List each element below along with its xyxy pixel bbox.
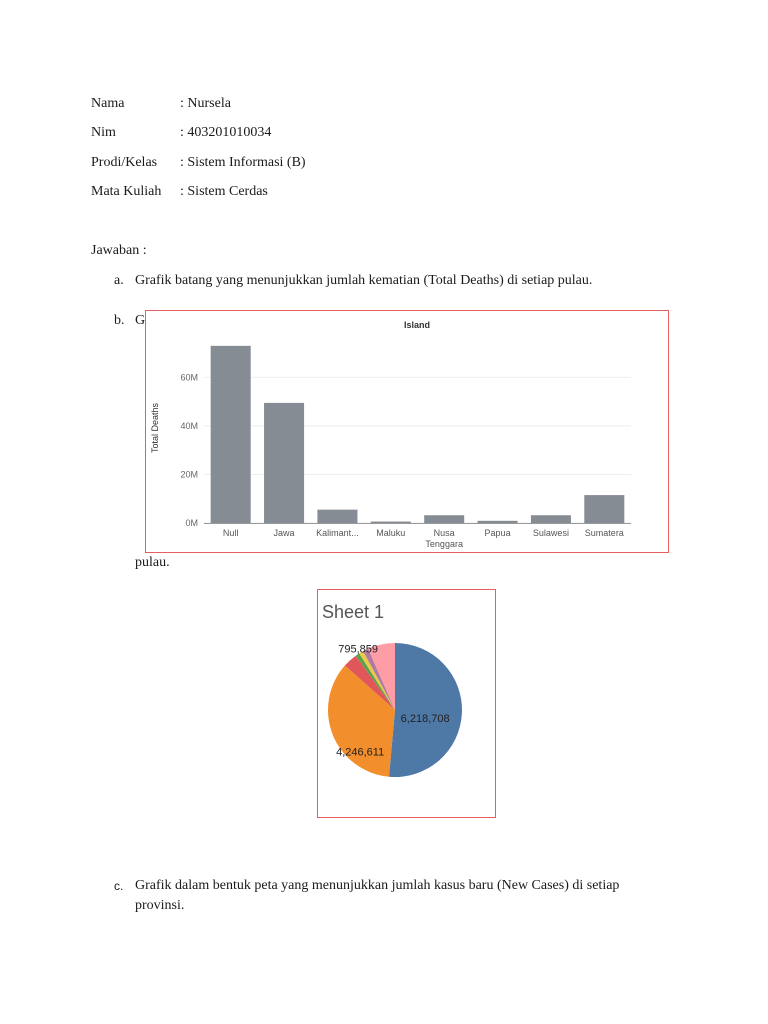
answer-a-text: Grafik batang yang menunjukkan jumlah kematian (Total Deaths) di setiap pulau. [135, 273, 593, 288]
bar-x-tick-label: Tenggara [425, 539, 463, 549]
bar-jawa [264, 403, 304, 523]
answer-c-marker: c. [114, 879, 124, 893]
field-label-matakuliah: Mata Kuliah [91, 184, 162, 199]
answer-a-marker: a. [114, 273, 124, 288]
bar-x-tick-label: Nusa [433, 528, 455, 538]
answer-c-line2: provinsi. [135, 898, 185, 913]
bar-x-tick-label: Sulawesi [532, 528, 569, 538]
bar-maluku [371, 522, 411, 523]
bar-papua [478, 521, 518, 523]
bar-x-tick-label: Sumatera [584, 528, 624, 538]
answers-heading: Jawaban : [91, 243, 147, 258]
bar-x-tick-label: Kalimant... [316, 528, 359, 538]
bar-y-tick-label: 20M [180, 469, 198, 480]
bar-sulawesi [531, 515, 571, 523]
bar-x-tick-label: Papua [484, 528, 511, 538]
bar-x-tick-label: Null [222, 528, 239, 538]
bar-x-tick-label: Jawa [273, 528, 295, 538]
bar-chart-title: Island [403, 320, 431, 330]
answer-b-partial: G [135, 313, 146, 328]
bar-chart-y-label: Total Deaths [150, 402, 160, 454]
field-value-prodi: : Sistem Informasi (B) [180, 155, 306, 170]
pie-chart-frame [317, 589, 496, 818]
bar-kalimant- [317, 510, 357, 523]
bar-nusa-tenggara [424, 515, 464, 523]
field-label-prodi: Prodi/Kelas [91, 155, 158, 170]
bar-x-tick-label: Maluku [376, 528, 406, 538]
field-value-matakuliah: : Sistem Cerdas [180, 184, 268, 199]
answer-c-line1: Grafik dalam bentuk peta yang menunjukkan jumlah kasus baru (New Cases) di setiap [135, 878, 620, 893]
bar-chart-frame [145, 310, 669, 553]
bar-y-tick-label: 40M [180, 420, 198, 431]
answer-b-tail: pulau. [135, 555, 170, 570]
pie-slice-label: 6,218,708 [400, 713, 450, 726]
bar-null [211, 346, 251, 523]
bar-y-tick-label: 0M [185, 518, 198, 528]
pie-slice [389, 643, 462, 777]
field-value-nim: : 403201010034 [180, 125, 272, 140]
pie-slice-label: 4,246,611 [336, 746, 385, 759]
field-label-nama: Nama [91, 96, 125, 111]
answer-b-marker: b. [114, 313, 125, 328]
pie-slice-label: 795,859 [338, 643, 379, 656]
pie-chart [318, 590, 495, 817]
bar-y-tick-label: 60M [180, 372, 198, 383]
pie-chart-title: Sheet 1 [322, 602, 385, 622]
field-label-nim: Nim [91, 125, 116, 140]
field-value-nama: : Nursela [180, 96, 231, 111]
bar-chart [146, 311, 668, 552]
bar-sumatera [584, 495, 624, 523]
